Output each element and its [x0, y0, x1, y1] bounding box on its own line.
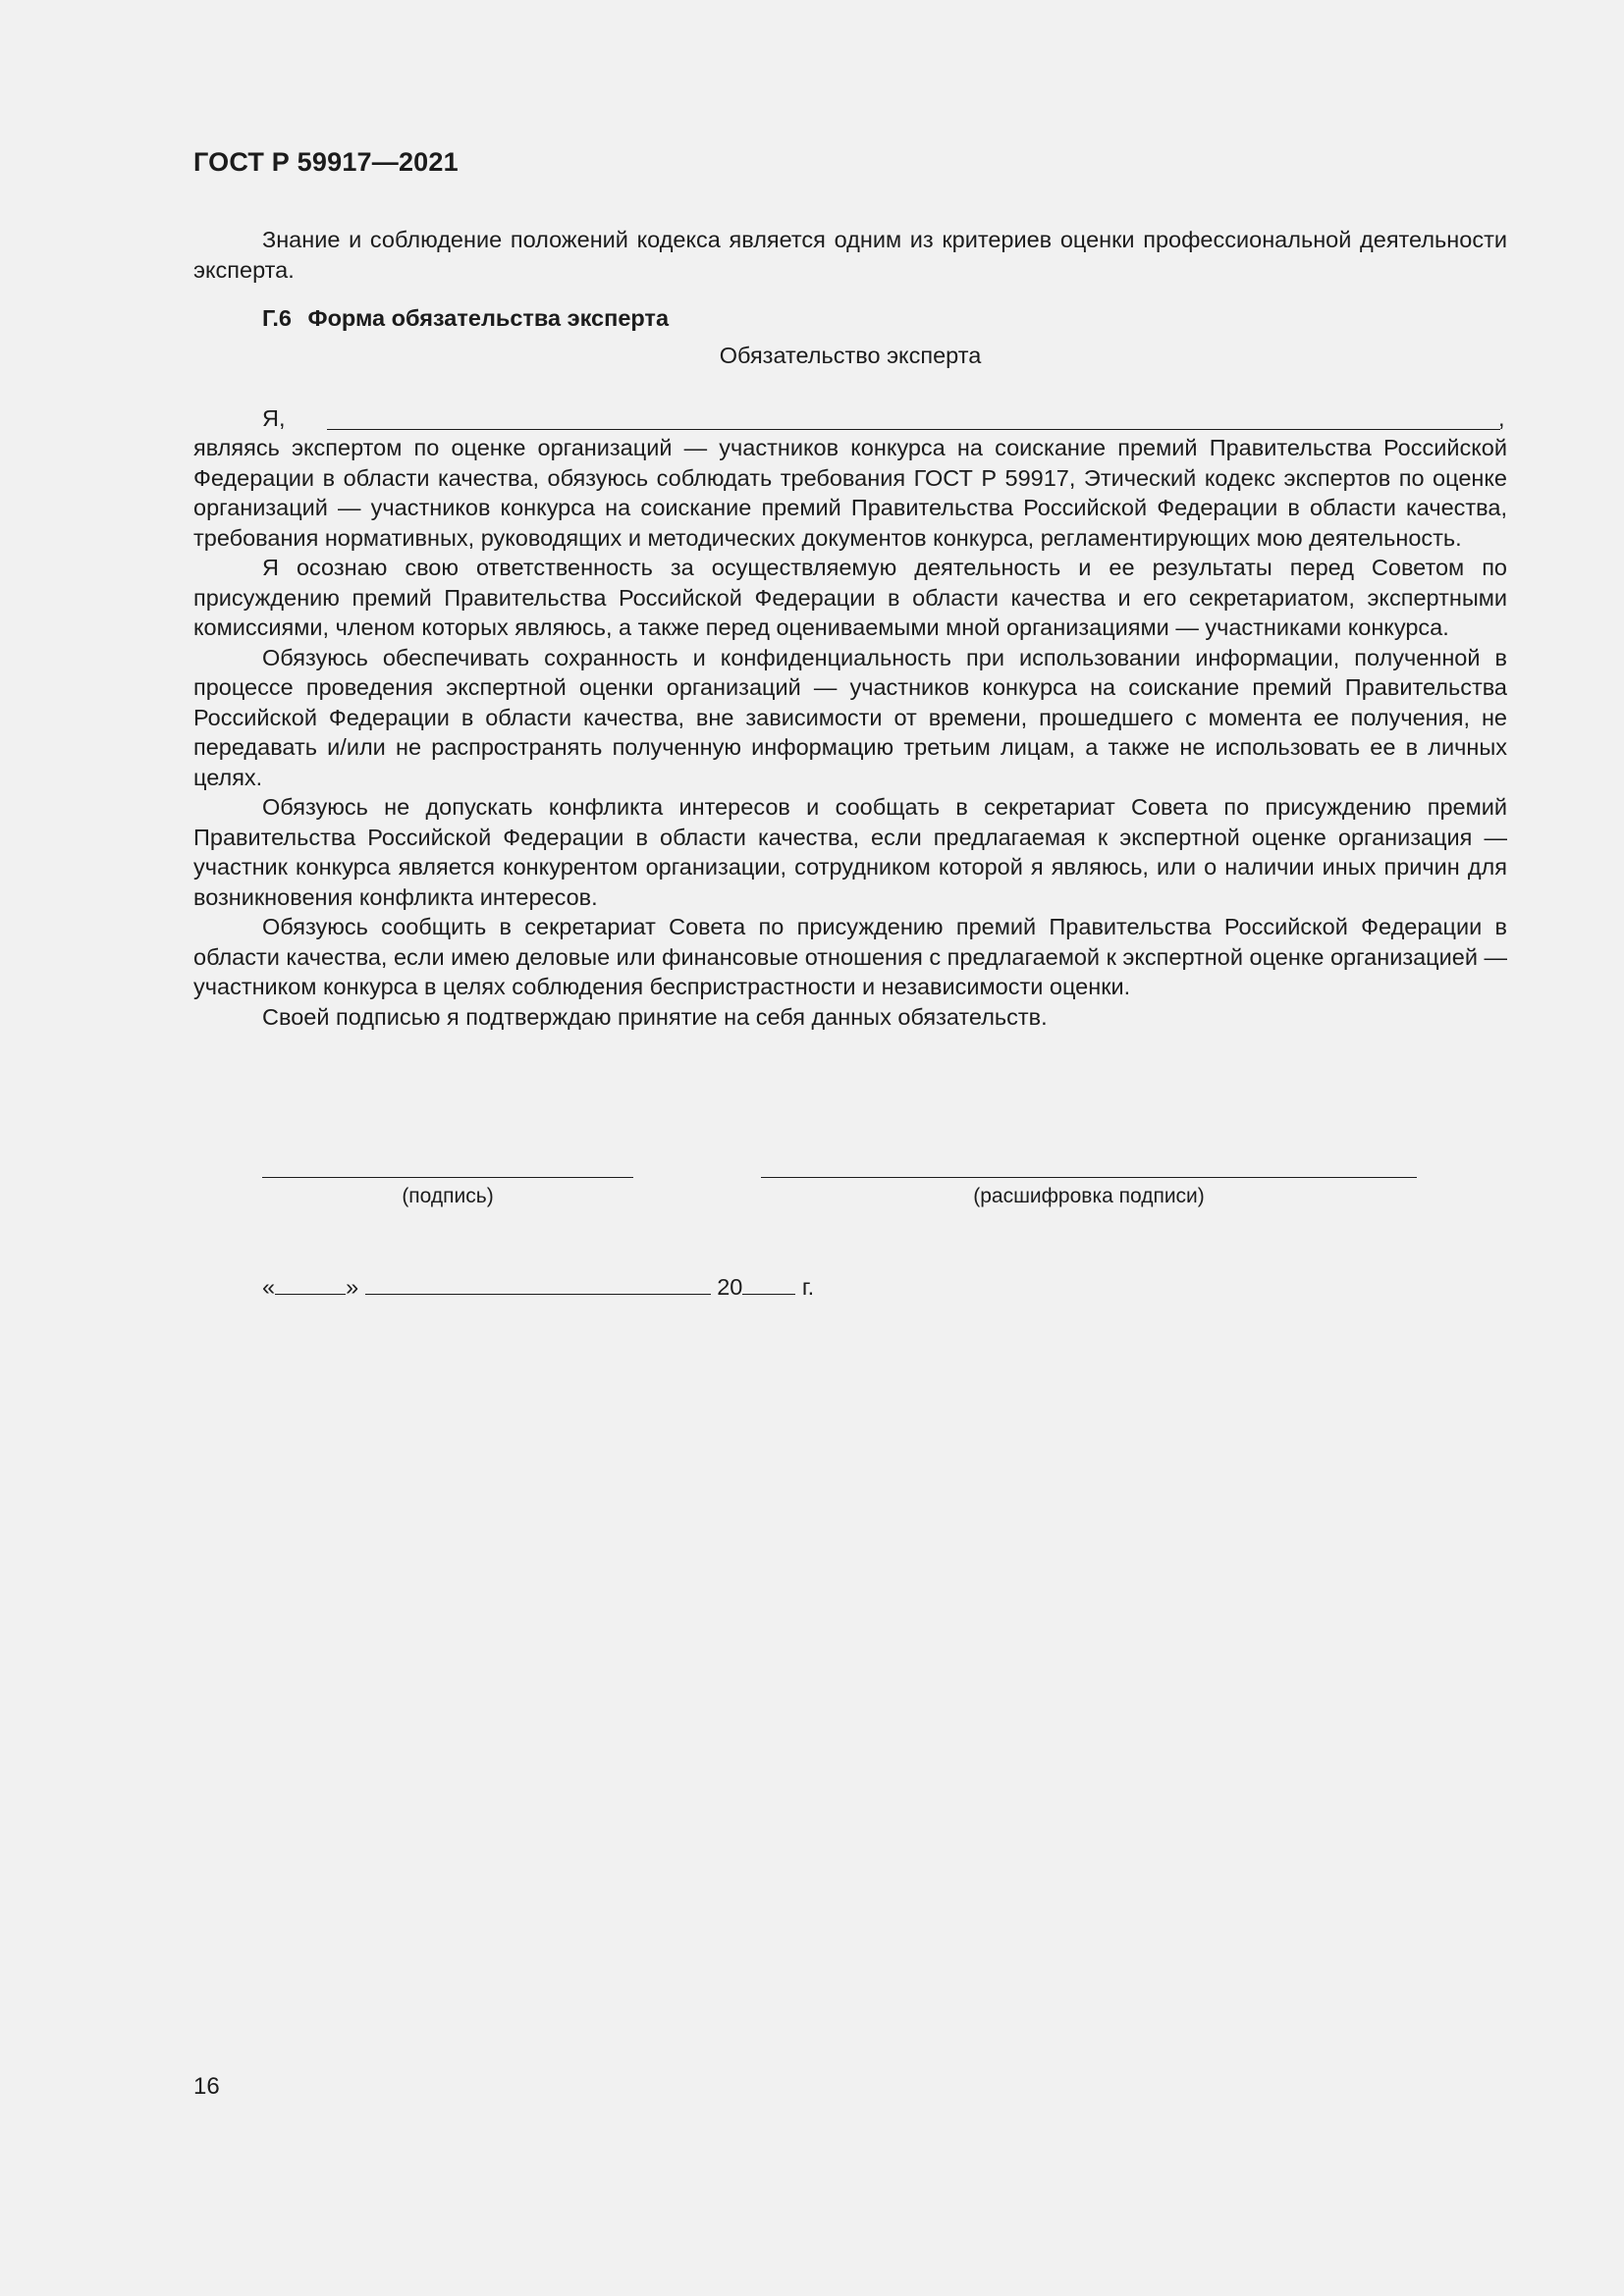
- obligation-text: [193, 433, 1507, 1032]
- date-open-quote: «: [262, 1274, 276, 1300]
- date-row: [262, 1272, 814, 1302]
- year-prefix: 20: [717, 1274, 743, 1300]
- form-title: Обязательство эксперта: [719, 343, 982, 368]
- intro-paragraph: [193, 225, 1507, 285]
- intro-text: Знание и соблюдение положений кодекса является одним из критериев оценки профессиональной деятельности эксперта.: [193, 227, 1507, 283]
- obligation-paragraph: Обязуюсь обеспечивать сохранность и конфиденциальность при использовании информации, полученной в процессе проведения экспертной оценки организаций — участников конкурса на соискание премий Правительства Российской Федерации в области качества, вне зависимости от времени, прошедшего с момента ее получения, не передавать и/или не распространять полученную информацию третьим лицам, а также не использовать ее в личных целях.: [193, 644, 1507, 790]
- day-field[interactable]: [275, 1272, 346, 1295]
- expert-name-field[interactable]: [327, 429, 1500, 430]
- ya-label: Я,: [262, 405, 286, 431]
- obligation-paragraph: являясь экспертом по оценке организаций — участников конкурса на соискание премий Правительства Российской Федерации в области качества, обязуюсь соблюдать требования ГОСТ Р 59917, Этический кодекс экспертов по оценке организаций — участников конкурса на соискание премий Правительства Российской Федерации в области качества, требования нормативных, руководящих и методических документов конкурса, регламентирующих мою деятельность.: [193, 435, 1507, 551]
- document-standard-code: ГОСТ Р 59917—2021: [193, 147, 459, 177]
- year-field[interactable]: [742, 1272, 795, 1295]
- signature-decode-field[interactable]: [761, 1177, 1417, 1178]
- signature-field[interactable]: [262, 1177, 633, 1178]
- month-field[interactable]: [365, 1272, 711, 1295]
- section-heading: [262, 305, 669, 332]
- section-title: Форма обязательства эксперта: [307, 305, 670, 331]
- obligation-paragraph: Обязуюсь сообщить в секретариат Совета по присуждению премий Правительства Российской Федерации в области качества, если имею деловые или финансовые отношения с предлагаемой к экспертной оценке организацией — участником конкурса в целях соблюдения беспристрастности и независимости оценки.: [193, 914, 1507, 999]
- section-number: Г.6: [262, 305, 292, 331]
- obligation-paragraph: Обязуюсь не допускать конфликта интересов и сообщать в секретариат Совета по присуждению премий Правительства Российской Федерации в области качества, если предлагаемая к экспертной оценке организация — участник конкурса является конкурентом организации, сотрудником которой я являюсь, или о наличии иных причин для возникновения конфликта интересов.: [193, 794, 1507, 910]
- date-close-quote: »: [346, 1274, 359, 1300]
- signature-caption: (подпись): [402, 1185, 494, 1207]
- name-comma: ,: [1498, 405, 1505, 431]
- page-number: 16: [193, 2073, 220, 2100]
- obligation-paragraph: Своей подписью я подтверждаю принятие на себя данных обязательств.: [262, 1003, 1048, 1030]
- obligation-paragraph: Я осознаю свою ответственность за осуществляемую деятельность и ее результаты перед Советом по присуждению премий Правительства Российской Федерации в области качества и его секретариатом, экспертными комиссиями, членом которых являюсь, а также перед оцениваемыми мной организациями — участниками конкурса.: [193, 555, 1507, 640]
- signature-decode-caption: (расшифровка подписи): [973, 1185, 1205, 1207]
- year-suffix: г.: [801, 1274, 815, 1300]
